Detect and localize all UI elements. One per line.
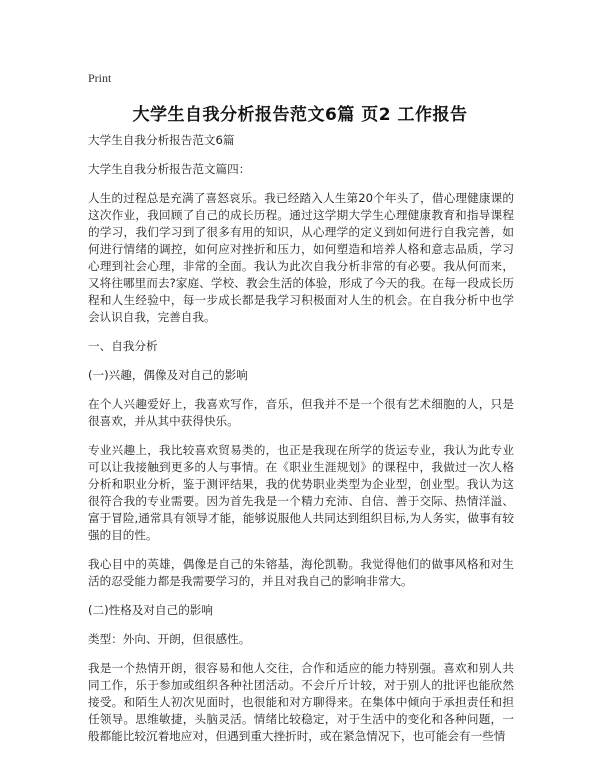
print-label[interactable]: Print [88,71,112,85]
subsection-heading: (一)兴趣，偶像及对自己的影响 [88,368,248,382]
paragraph-intro: 人生的过程总是充满了喜怒哀乐。我已经踏入人生第20个年头了，借心理健康课的这次作业，我回顾了自己的成长历程。通过这学期大学生心理健康教育和指导课程的学习，我们学习到了很多有用的知识，从心理学的定义到如何进行自我完善，如何进行情绪的调控，如何应对挫折和压力，如何塑造和培养人格和意志品质，学习心理到社会心理，非常的全面。我认为此次自我分析非常的有必要。我从何而来，又将往哪里而去?家庭、学校、教会生活的体验，形成了今天的我。在每一段成长历程和人生经验中，每一步成长都是我学习积极面对人生的机会。在自我分析中也学会认识自我，完善自我。 [88,191,515,324]
subsection-heading: (二)性格及对自己的影响 [88,603,213,617]
section-heading: 一、自我分析 [88,339,158,353]
document-title: 大学生自我分析报告范文6篇 页2 工作报告 [132,105,468,125]
paragraph-major-interest: 专业兴趣上，我比较喜欢贸易类的，也正是我现在所学的货运专业，我认为此专业可以让我接触到更多的人与事情。在《职业生涯规划》的课程中，我做过一次人格分析和职业分析，鉴于测评结果，我的优势职业类型为企业型，创业型。我认为这很符合我的专业需要。因为首先我是一个精力充沛、自信、善于交际、热情洋溢、富于冒险,通常具有领导才能，能够说服他人共同达到组织目标,为人务实，做事有较强的目的性。 [88,443,514,542]
paragraph-hobbies: 在个人兴趣爱好上，我喜欢写作，音乐，但我并不是一个很有艺术细胞的人，只是很喜欢，并从其中获得快乐。 [88,397,514,428]
doc-subtitle: 大学生自我分析报告范文6篇 [88,133,235,147]
document-body [88,132,514,756]
paragraph-personality-type: 类型：外向、开朗，但很感性。 [88,632,251,646]
section-label: 大学生自我分析报告范文篇四： [88,162,251,176]
paragraph-personality: 我是一个热情开朗，很容易和他人交往，合作和适应的能力特别强。喜欢和别人共同工作，乐于参加或组织各种社团活动。不会斤斤计较，对于别人的批评也能欣然接受。和陌生人初次见面时，也很能和对方聊得来。在集体中倾向于承担责任和担任领导。思维敏捷，头脑灵活。情绪比较稳定，对于生活中的变化和各种问题，一般都能比较沉着地应对，但遇到重大挫折时，或在紧急情况下，也可能会有一些情 [88,661,514,743]
paragraph-idols: 我心目中的英雄，偶像是自己的朱镕基，海伦凯勒。我觉得他们的做事风格和对生活的忍受能力都是我需要学习的，并且对我自己的影响非常大。 [88,557,514,588]
